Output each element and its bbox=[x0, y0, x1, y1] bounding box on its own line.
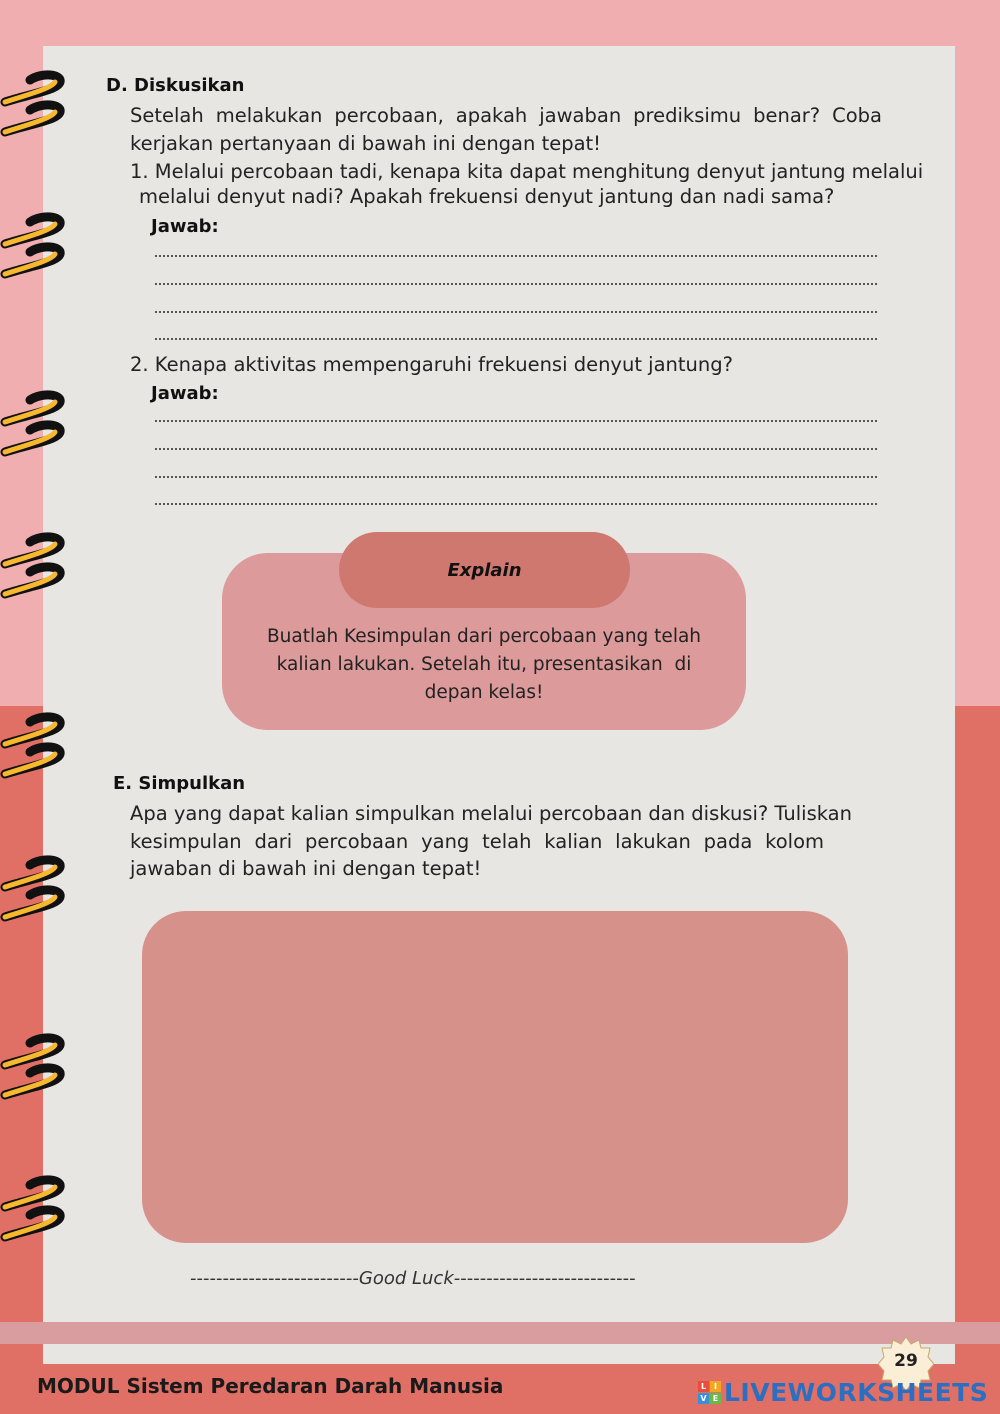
spiral-ring-icon bbox=[0, 212, 70, 292]
answer-line-2d[interactable] bbox=[155, 503, 877, 505]
section-e-line2: kesimpulan dari percobaan yang telah kalian lakukan pada kolom bbox=[130, 830, 824, 853]
question-2: 2. Kenapa aktivitas mempengaruhi frekuensi denyut jantung? bbox=[130, 353, 733, 376]
explain-label: Explain bbox=[339, 532, 630, 608]
liveworksheets-logo-text: LIVEWORKSHEETS bbox=[724, 1378, 989, 1407]
spiral-ring-icon bbox=[0, 390, 70, 470]
page-number: 29 bbox=[894, 1351, 918, 1371]
answer-line-2c[interactable] bbox=[155, 476, 877, 478]
section-e-line3: jawaban di bawah ini dengan tepat! bbox=[130, 857, 482, 880]
spiral-ring-icon bbox=[0, 1175, 70, 1255]
spiral-ring-icon bbox=[0, 1033, 70, 1113]
good-luck-text: Good Luck bbox=[358, 1268, 454, 1289]
section-d-heading: D. Diskusikan bbox=[106, 75, 245, 96]
spiral-ring-icon bbox=[0, 712, 70, 792]
question-1-line1: 1. Melalui percobaan tadi, kenapa kita dapat menghitung denyut jantung melalui bbox=[130, 160, 924, 183]
spiral-ring-icon bbox=[0, 70, 70, 150]
explain-text-line1: Buatlah Kesimpulan dari percobaan yang telah bbox=[266, 626, 702, 647]
section-d-intro-line1: Setelah melakukan percobaan, apakah jawaban prediksimu benar? Coba bbox=[130, 104, 882, 127]
good-luck-dashes-left: -------------------------- bbox=[190, 1268, 359, 1289]
spiral-ring-icon bbox=[0, 532, 70, 612]
module-title: MODUL Sistem Peredaran Darah Manusia bbox=[37, 1374, 504, 1398]
good-luck-dashes-right: ---------------------------- bbox=[453, 1268, 636, 1289]
answer-line-1b[interactable] bbox=[155, 283, 877, 285]
liveworksheets-logo bbox=[698, 1378, 988, 1407]
conclusion-answer-box[interactable] bbox=[142, 911, 848, 1243]
section-e-line1: Apa yang dapat kalian simpulkan melalui percobaan dan diskusi? Tuliskan bbox=[130, 802, 852, 825]
logo-letter-l: L bbox=[698, 1381, 709, 1392]
explain-text-line3: depan kelas! bbox=[424, 682, 544, 703]
logo-letter-e: E bbox=[710, 1393, 721, 1404]
answer-line-2b[interactable] bbox=[155, 448, 877, 450]
section-d-intro-line2: kerjakan pertanyaan di bawah ini dengan tepat! bbox=[130, 132, 601, 155]
section-e-heading: E. Simpulkan bbox=[113, 773, 246, 794]
answer-line-1c[interactable] bbox=[155, 311, 877, 313]
logo-letter-i: I bbox=[710, 1381, 721, 1392]
logo-letter-v: V bbox=[698, 1393, 709, 1404]
question-1-line2: melalui denyut nadi? Apakah frekuensi denyut jantung dan nadi sama? bbox=[139, 185, 835, 208]
explain-text bbox=[240, 623, 728, 707]
good-luck-line bbox=[190, 1268, 810, 1289]
answer-line-2a[interactable] bbox=[155, 420, 877, 422]
bottom-strip bbox=[0, 1322, 1000, 1344]
spiral-ring-icon bbox=[0, 855, 70, 935]
explain-text-line2: kalian lakukan. Setelah itu, presentasikan di bbox=[276, 654, 692, 675]
answer-line-1d[interactable] bbox=[155, 338, 877, 340]
answer-label-1: Jawab: bbox=[151, 216, 219, 237]
answer-line-1a[interactable] bbox=[155, 255, 877, 257]
answer-label-2: Jawab: bbox=[151, 383, 219, 404]
liveworksheets-logo-icon bbox=[698, 1381, 721, 1404]
